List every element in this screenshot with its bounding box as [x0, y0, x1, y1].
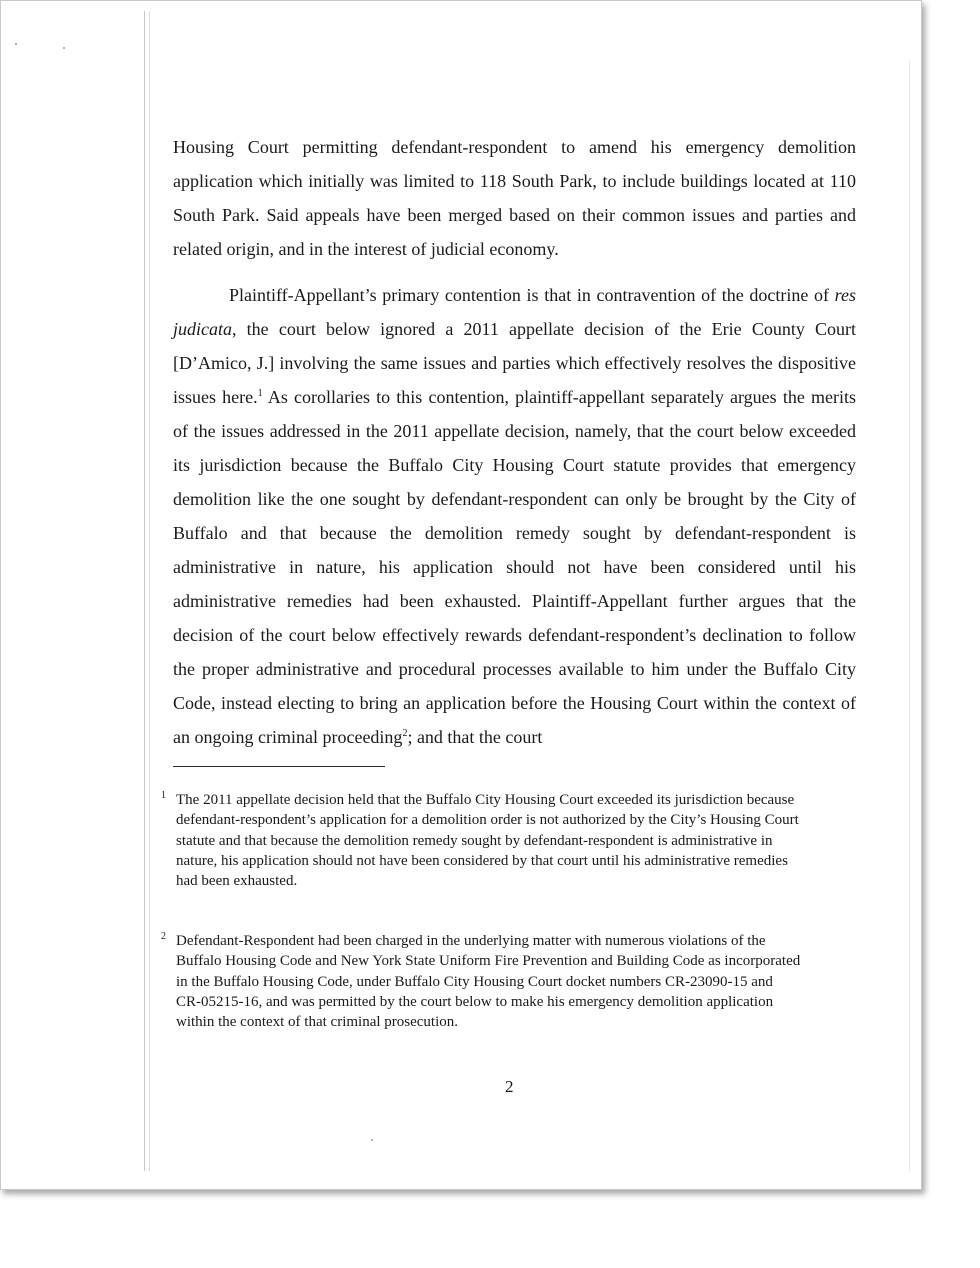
scan-speck	[15, 43, 17, 45]
footnote-ref-2: 2	[402, 728, 408, 739]
footnote-2-number: 2	[161, 931, 166, 942]
footnote-1-text: The 2011 appellate decision held that the Buffalo City Housing Court exceeded its jurisdiction because defendant-respondent’s application for a demolition order is not authorized by the City’s Housing Court statute and that because the demolition remedy sought by defendant-respondent is administrative in nature, his application should not have been considered by that court until his administrative remedies had been exhausted.	[176, 792, 799, 890]
footnote-2	[161, 931, 801, 1032]
paragraph-1-text: Housing Court permitting defendant-respondent to amend his emergency demolition application which initially was limited to 118 South Park, to include buildings located at 110 South Park. Said appeals have been merged based on their common issues and parties and related origin, and in the interest of judicial economy.	[173, 137, 856, 259]
footnote-1	[161, 790, 801, 891]
scan-margin-line	[144, 11, 145, 1171]
scan-margin-line	[149, 11, 150, 1171]
italic-term: res judicata	[173, 285, 856, 339]
footnote-1-number: 1	[161, 790, 166, 801]
footnote-ref-1: 1	[257, 388, 263, 399]
footnote-separator	[173, 766, 385, 767]
paragraph-2-mid: , the court below ignored a 2011 appellate decision of the Erie County Court [D’Amico, J.] involving the same issues and parties which effectively resolves the dispositive issues here.	[173, 319, 856, 407]
paragraph-2-tail: ; and that the court	[407, 727, 543, 747]
paragraph-1	[173, 130, 856, 266]
paragraph-2	[173, 278, 856, 754]
paragraph-2-after-fn1: As corollaries to this contention, plaintiff-appellant separately argues the merits of the issues addressed in the 2011 appellate decision, namely, that the court below exceeded its jurisdiction because the Buffalo City Housing Court statute provides that emergency demolition like the one sought by defendant-respondent can only be brought by the City of Buffalo and that because the demolition remedy sought by defendant-respondent is administrative in nature, his application should not have been considered until his administrative remedies had been exhausted. Plaintiff-Appellant further argues that the decision of the court below effectively rewards defendant-respondent’s declination to follow the proper administrative and procedural processes available to him under the Buffalo City Code, instead electing to bring an application before the Housing Court within the context of an ongoing criminal proceeding	[173, 387, 856, 747]
footnote-2-text: Defendant-Respondent had been charged in the underlying matter with numerous violations of the Buffalo Housing Code and New York State Uniform Fire Prevention and Building Code as incorporated in the Buffalo Housing Code, under Buffalo City Housing Court docket numbers CR-23090-15 and CR-05215-16, and was permitted by the court below to make his emergency demolition application within the context of that criminal prosecution.	[176, 933, 801, 1031]
scan-speck	[63, 47, 65, 49]
body-text	[173, 130, 856, 754]
paragraph-2-lead: Plaintiff-Appellant’s primary contention is that in contravention of the doctrine of	[229, 285, 835, 305]
scan-speck	[371, 1139, 373, 1141]
scan-margin-line	[909, 61, 910, 1171]
page-number: 2	[505, 1077, 514, 1096]
